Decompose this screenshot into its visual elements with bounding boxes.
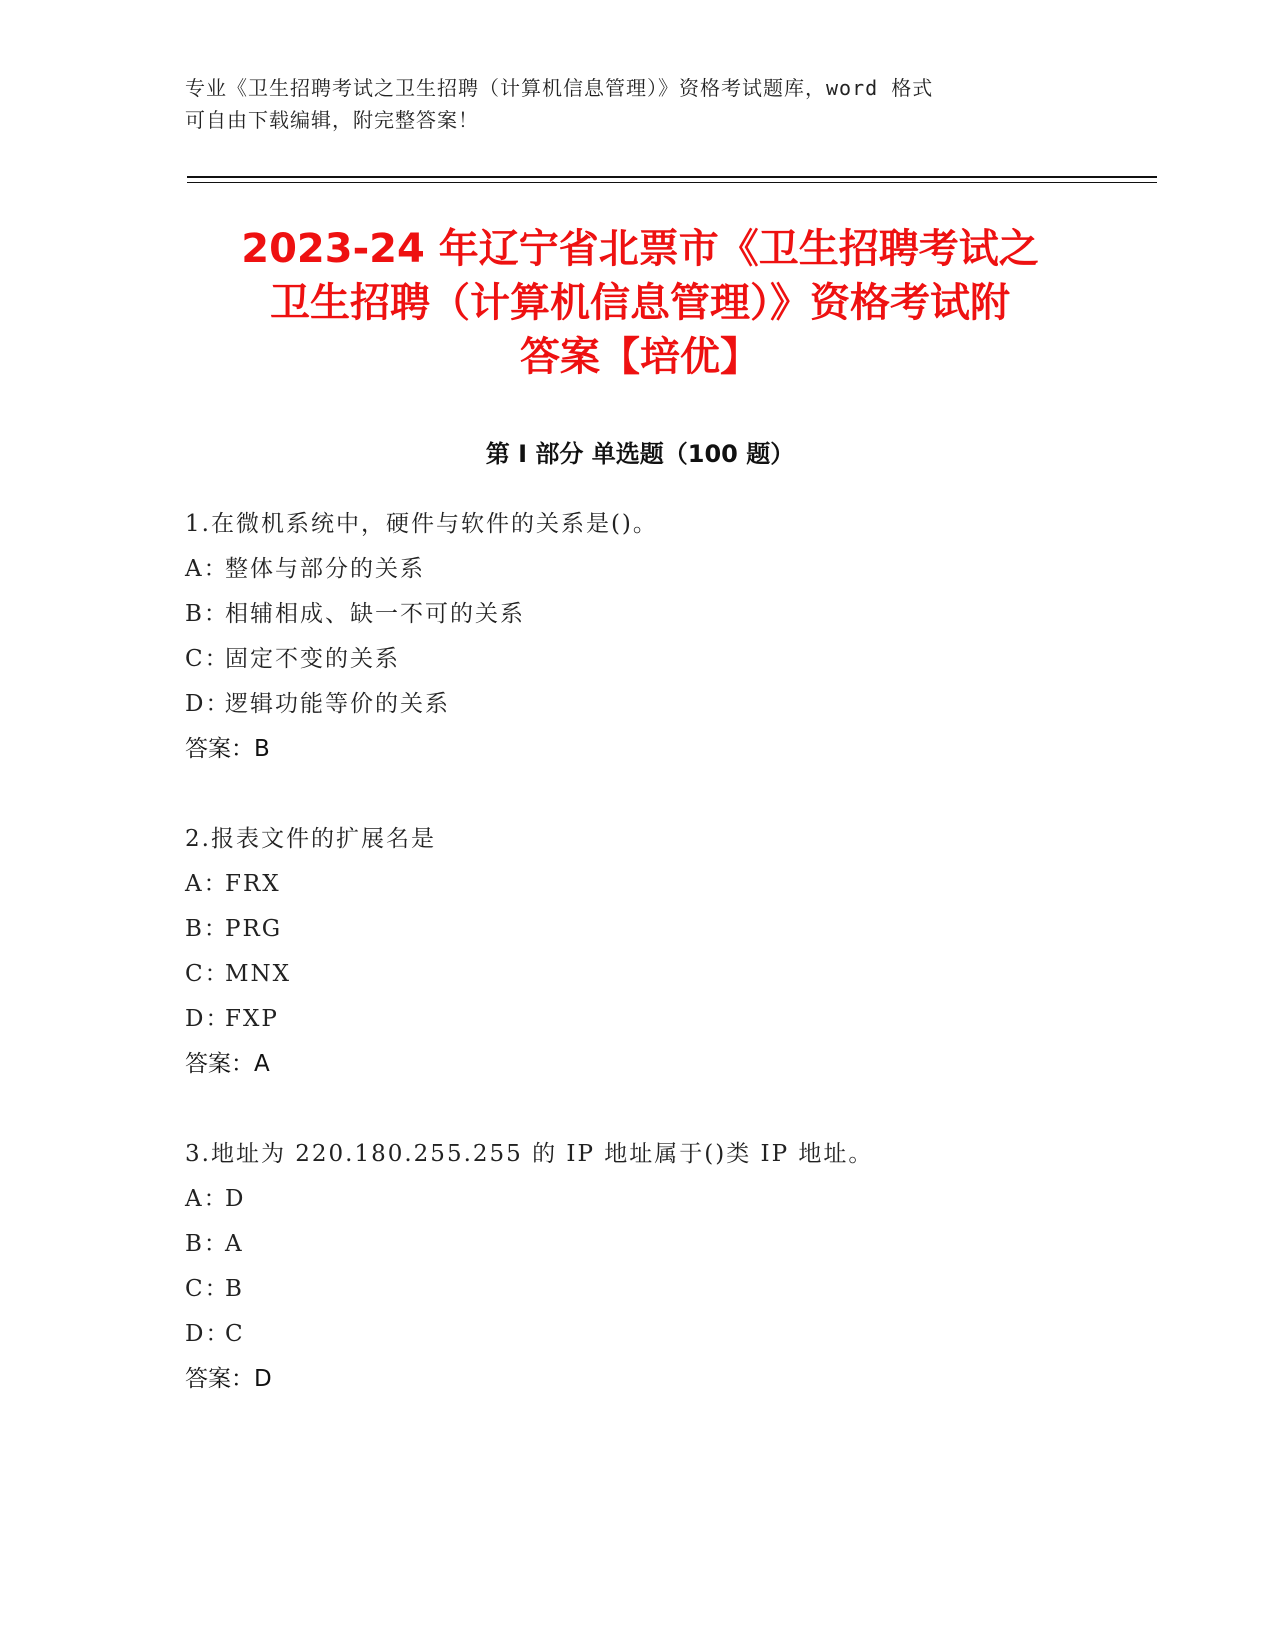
question-1 bbox=[185, 502, 1085, 772]
option-c bbox=[185, 1267, 1085, 1312]
option-text: 固定不变的关系 bbox=[225, 646, 400, 672]
title-line-2: 卫生招聘（计算机信息管理）》资格考试附 bbox=[270, 280, 1010, 326]
option-text: FXP bbox=[225, 1006, 279, 1032]
option-text: PRG bbox=[225, 916, 283, 942]
intro-line-2: 可自由下载编辑，附完整答案！ bbox=[185, 108, 479, 132]
option-key: D： bbox=[185, 1321, 231, 1347]
header-divider-thin bbox=[187, 182, 1157, 183]
document-title bbox=[180, 222, 1100, 384]
answer: 答案：D bbox=[185, 1366, 272, 1392]
title-line-1: 2023-24 年辽宁省北票市《卫生招聘考试之 bbox=[241, 226, 1039, 272]
title-line-3: 答案【培优】 bbox=[520, 334, 760, 380]
option-key: D： bbox=[185, 691, 231, 717]
option-c bbox=[185, 952, 1085, 997]
option-text: C bbox=[225, 1321, 245, 1347]
question-stem: 2.报表文件的扩展名是 bbox=[185, 826, 436, 852]
option-text: A bbox=[225, 1231, 244, 1257]
option-b bbox=[185, 592, 1085, 637]
option-key: A： bbox=[185, 1186, 229, 1212]
option-key: C： bbox=[185, 1276, 230, 1302]
option-text: 相辅相成、缺一不可的关系 bbox=[225, 601, 525, 627]
option-a bbox=[185, 547, 1085, 592]
option-a bbox=[185, 1177, 1085, 1222]
question-stem: 1.在微机系统中，硬件与软件的关系是()。 bbox=[185, 511, 658, 537]
option-text: MNX bbox=[225, 961, 292, 987]
option-text: B bbox=[225, 1276, 244, 1302]
option-d bbox=[185, 997, 1085, 1042]
option-c bbox=[185, 637, 1085, 682]
option-text: 逻辑功能等价的关系 bbox=[225, 691, 450, 717]
option-key: B： bbox=[185, 601, 229, 627]
option-key: A： bbox=[185, 556, 229, 582]
option-b bbox=[185, 907, 1085, 952]
answer: 答案：A bbox=[185, 1051, 270, 1077]
document-intro bbox=[185, 72, 1065, 136]
option-text: 整体与部分的关系 bbox=[225, 556, 425, 582]
option-a bbox=[185, 862, 1085, 907]
option-key: A： bbox=[185, 871, 229, 897]
question-2 bbox=[185, 817, 1085, 1087]
option-key: C： bbox=[185, 961, 230, 987]
option-b bbox=[185, 1222, 1085, 1267]
option-key: C： bbox=[185, 646, 230, 672]
option-d bbox=[185, 1312, 1085, 1357]
option-d bbox=[185, 682, 1085, 727]
option-text: D bbox=[225, 1186, 246, 1212]
answer: 答案：B bbox=[185, 736, 270, 762]
section-title: 第 I 部分 单选题（100 题） bbox=[485, 440, 795, 468]
option-text: FRX bbox=[225, 871, 281, 897]
question-3 bbox=[185, 1132, 1085, 1402]
option-key: B： bbox=[185, 916, 229, 942]
option-key: B： bbox=[185, 1231, 229, 1257]
option-key: D： bbox=[185, 1006, 231, 1032]
intro-line-1: 专业《卫生招聘考试之卫生招聘（计算机信息管理）》资格考试题库，word 格式 bbox=[185, 76, 934, 100]
question-stem: 3.地址为 220.180.255.255 的 IP 地址属于()类 IP 地址。 bbox=[185, 1141, 874, 1167]
header-divider-thick bbox=[187, 176, 1157, 178]
